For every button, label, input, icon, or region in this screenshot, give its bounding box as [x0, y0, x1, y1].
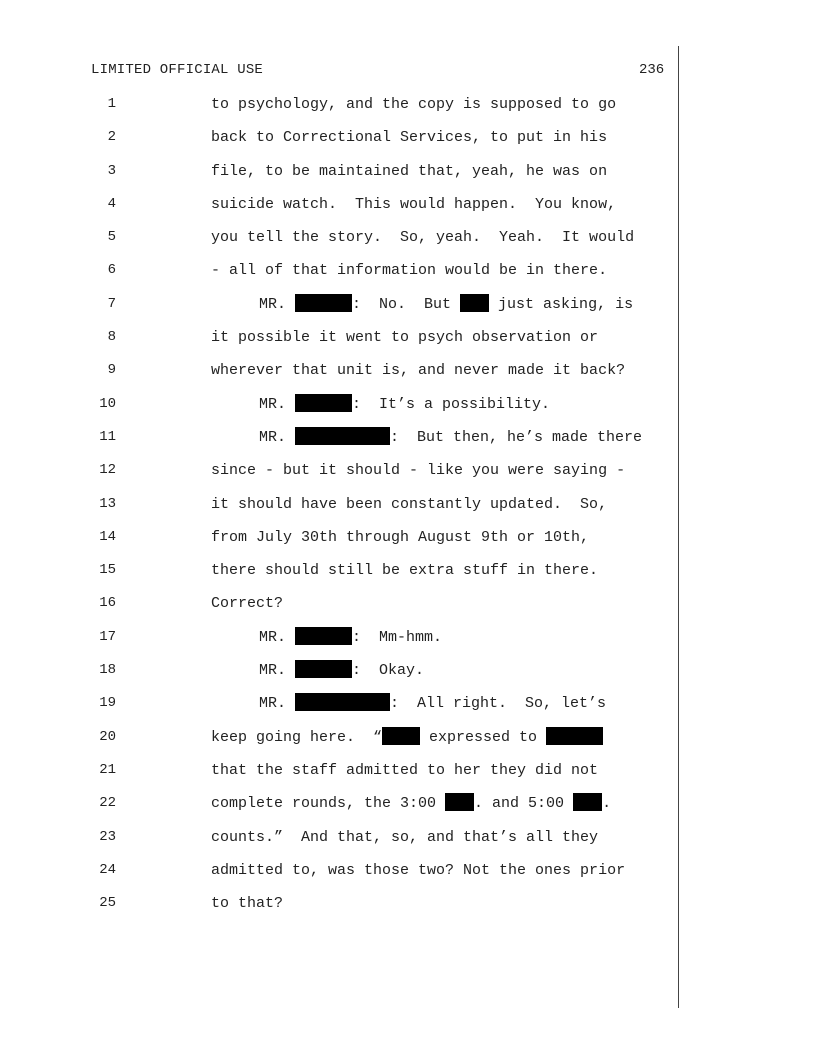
- redaction-block: [546, 727, 603, 745]
- redaction-block: [295, 394, 352, 412]
- line-number: 8: [107, 329, 116, 346]
- line-text: file, to be maintained that, yeah, he was on: [211, 162, 608, 180]
- text-segment: complete rounds, the 3:00: [211, 795, 446, 813]
- line-number: 18: [99, 662, 116, 679]
- text-segment: : No. But: [352, 295, 461, 313]
- speaker-prefix: MR.: [259, 662, 296, 680]
- transcript-line-3: [0, 161, 816, 194]
- transcript-line-12: [0, 460, 816, 493]
- transcript-line-6: [0, 260, 816, 293]
- line-text: since - but it should - like you were saying -: [211, 462, 626, 480]
- line-text: to psychology, and the copy is supposed to go: [211, 96, 617, 113]
- transcript-line-20: [0, 727, 816, 760]
- transcript-line-17: [0, 627, 816, 660]
- transcript-line-13: [0, 494, 816, 527]
- line-text: [211, 793, 611, 814]
- transcript-line-15: [0, 560, 816, 593]
- speaker-prefix: MR.: [259, 628, 296, 646]
- text-segment: : It’s a possibility.: [352, 395, 551, 413]
- transcript-line-5: [0, 227, 816, 260]
- line-number: 11: [99, 428, 116, 445]
- line-number: 19: [99, 695, 116, 712]
- transcript-line-2: [0, 127, 816, 160]
- transcript-line-4: [0, 194, 816, 227]
- line-text: you tell the story. So, yeah. Yeah. It would: [211, 229, 635, 247]
- speaker-prefix: MR.: [259, 695, 296, 713]
- text-segment: keep going here. “: [211, 728, 383, 746]
- transcript-line-25: [0, 893, 816, 926]
- line-text: to that?: [211, 895, 284, 913]
- line-number: 21: [99, 761, 116, 778]
- transcript-line-16: [0, 593, 816, 626]
- speaker-prefix: MR.: [259, 295, 296, 313]
- line-text: Correct?: [211, 595, 284, 613]
- line-number: 9: [107, 362, 116, 379]
- redaction-block: [295, 660, 352, 678]
- text-segment: : All right. So, let’s: [390, 695, 607, 713]
- transcript-line-10: [0, 394, 816, 427]
- line-number: 10: [99, 395, 116, 412]
- transcript-line-24: [0, 860, 816, 893]
- redaction-block: [445, 793, 474, 811]
- line-text: it possible it went to psych observation or: [211, 329, 599, 347]
- line-number: 25: [99, 895, 116, 912]
- speaker-line: [259, 394, 550, 415]
- text-segment: .: [602, 795, 612, 813]
- line-text: that the staff admitted to her they did not: [211, 761, 599, 779]
- speaker-line: [259, 660, 424, 681]
- page-number: 236: [639, 62, 665, 78]
- speaker-line: [259, 294, 633, 315]
- text-segment: : Mm-hmm.: [352, 628, 443, 646]
- line-number: 5: [107, 229, 116, 246]
- line-number: 15: [99, 562, 116, 579]
- transcript-line-1: [0, 94, 816, 127]
- transcript-line-18: [0, 660, 816, 693]
- text-segment: just asking, is: [489, 295, 634, 313]
- redaction-block: [460, 294, 489, 312]
- classification-header: LIMITED OFFICIAL USE: [91, 62, 264, 78]
- speaker-prefix: MR.: [259, 395, 296, 413]
- transcript-line-22: [0, 793, 816, 826]
- line-number: 4: [107, 195, 116, 212]
- line-number: 3: [107, 162, 116, 179]
- transcript-line-19: [0, 693, 816, 726]
- speaker-line: [259, 627, 442, 648]
- transcript-line-21: [0, 760, 816, 793]
- transcript-line-9: [0, 360, 816, 393]
- text-segment: : Okay.: [352, 662, 425, 680]
- line-text: wherever that unit is, and never made it back?: [211, 362, 626, 380]
- redaction-block: [295, 427, 390, 445]
- text-segment: . and 5:00: [474, 795, 574, 813]
- line-number: 6: [107, 262, 116, 279]
- speaker-line: [259, 693, 606, 714]
- line-text: there should still be extra stuff in there.: [211, 562, 599, 580]
- line-text: counts.” And that, so, and that’s all they: [211, 828, 599, 846]
- line-number: 12: [99, 462, 116, 479]
- line-text: back to Correctional Services, to put in his: [211, 129, 608, 147]
- line-number: 22: [99, 795, 116, 812]
- redaction-block: [295, 627, 352, 645]
- line-number: 17: [99, 628, 116, 645]
- line-number: 24: [99, 861, 116, 878]
- speaker-prefix: MR.: [259, 428, 296, 446]
- line-number: 14: [99, 528, 116, 545]
- transcript-line-14: [0, 527, 816, 560]
- line-number: 1: [107, 96, 116, 112]
- speaker-line: [259, 427, 642, 448]
- line-number: 2: [107, 129, 116, 146]
- line-text: admitted to, was those two? Not the ones prior: [211, 861, 626, 879]
- line-text: from July 30th through August 9th or 10th,: [211, 528, 590, 546]
- text-segment: expressed to: [420, 728, 547, 746]
- redaction-block: [295, 294, 352, 312]
- line-number: 16: [99, 595, 116, 612]
- transcript-line-8: [0, 327, 816, 360]
- line-number: 7: [107, 295, 116, 312]
- line-number: 20: [99, 728, 116, 745]
- line-number: 13: [99, 495, 116, 512]
- transcript-line-23: [0, 827, 816, 860]
- redaction-block: [382, 727, 420, 745]
- redaction-block: [573, 793, 602, 811]
- transcript-line-11: [0, 427, 816, 460]
- line-number: 23: [99, 828, 116, 845]
- line-text: - all of that information would be in there.: [211, 262, 608, 280]
- transcript-line-7: [0, 294, 816, 327]
- line-text: suicide watch. This would happen. You know,: [211, 195, 617, 213]
- redaction-block: [295, 693, 390, 711]
- line-text: it should have been constantly updated. So,: [211, 495, 608, 513]
- transcript-body: [0, 94, 816, 926]
- text-segment: : But then, he’s made there: [390, 428, 643, 446]
- line-text: [211, 727, 603, 748]
